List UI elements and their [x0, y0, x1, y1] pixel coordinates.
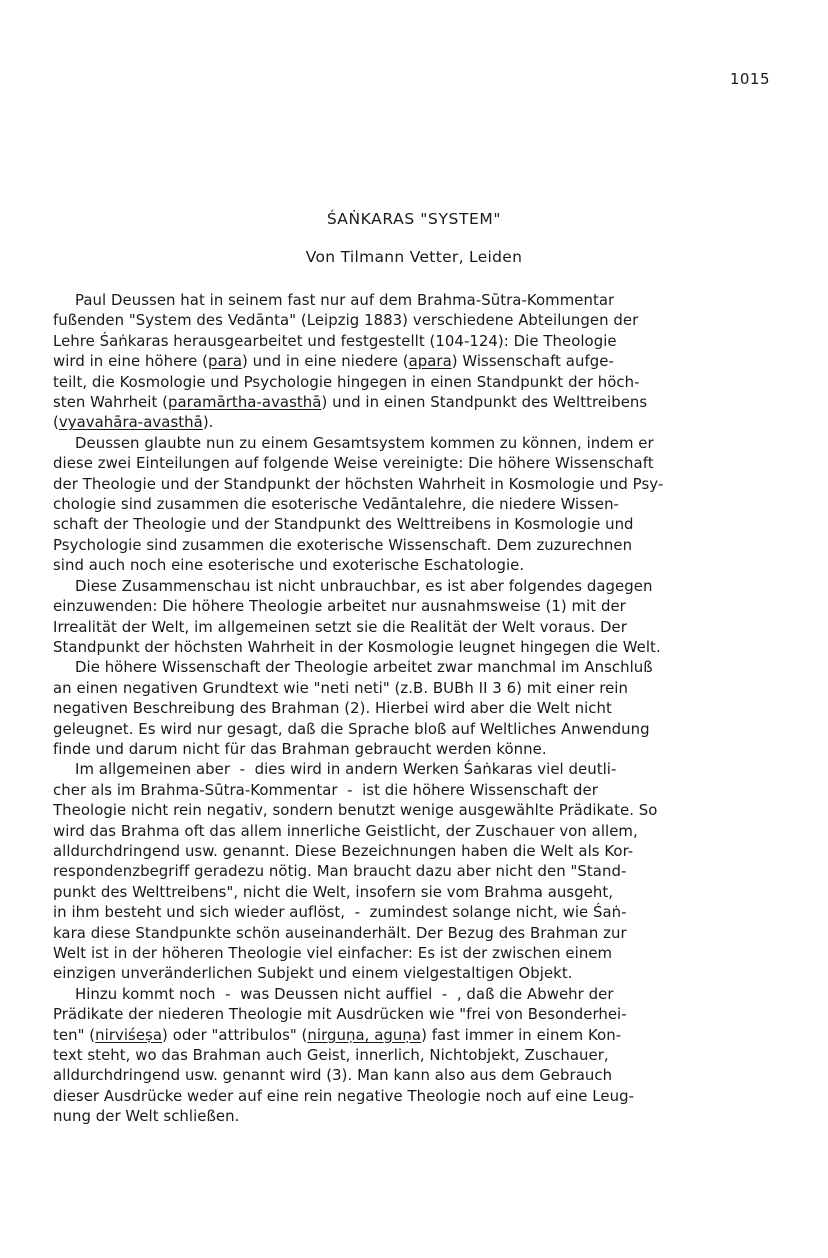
text-segment: in ihm besteht und sich wieder auflöst, - zumindest solange nicht, wie Śaṅ- [53, 903, 627, 922]
text-segment: dieser Ausdrücke weder auf eine rein negative Theologie noch auf eine Leug- [53, 1086, 635, 1105]
text-line [53, 821, 781, 841]
text-line [53, 392, 781, 412]
page-number: 1015 [729, 70, 770, 88]
text-segment: cher als im Brahma-Sūtra-Kommentar - ist die höhere Wissenschaft der [53, 780, 598, 799]
text-line [53, 1025, 781, 1045]
text-segment: Diese Zusammenschau ist nicht unbrauchbar, es ist aber folgendes dagegen [75, 576, 653, 595]
text-segment: chologie sind zusammen die esoterische Vedāntalehre, die niedere Wissen- [53, 495, 619, 514]
text-line [53, 943, 781, 963]
paragraph [53, 984, 781, 1127]
text-segment: an einen negativen Grundtext wie "neti neti" (z.B. BUBh II 3 6) mit einer rein [53, 678, 628, 697]
text-line [53, 555, 781, 575]
underlined-term: nirviśeṣa [95, 1025, 163, 1044]
text-line [53, 474, 781, 494]
text-segment: Welt ist in der höheren Theologie viel einfacher: Es ist der zwischen einem [53, 944, 613, 962]
text-line [53, 372, 781, 392]
text-segment: ) und in eine niedere ( [242, 352, 409, 371]
text-segment: ) fast immer in einem Kon- [421, 1025, 622, 1044]
text-line [53, 617, 781, 637]
paragraph [53, 433, 781, 576]
text-segment: der Theologie und der Standpunkt der höchsten Wahrheit in Kosmologie und Psy- [53, 474, 664, 493]
text-line [53, 290, 781, 310]
text-segment: Die höhere Wissenschaft der Theologie arbeitet zwar manchmal im Anschluß [75, 658, 653, 677]
underlined-term: apara [408, 352, 452, 371]
text-line [53, 861, 781, 881]
text-segment: Standpunkt der höchsten Wahrheit in der Kosmologie leugnet hingegen die Welt. [53, 637, 661, 656]
text-segment: sind auch noch eine esoterische und exoterische Eschatologie. [53, 556, 525, 575]
text-segment: Im allgemeinen aber - dies wird in andern Werken Śaṅkaras viel deutli- [75, 760, 617, 779]
text-line [53, 1045, 781, 1065]
text-segment: sten Wahrheit ( [53, 393, 168, 412]
paragraph [53, 657, 781, 759]
text-line [53, 637, 781, 657]
text-line [53, 923, 781, 943]
underlined-term: vyavahāra-avasthā [58, 413, 203, 432]
text-segment: geleugnet. Es wird nur gesagt, daß die Sprache bloß auf Weltliches Anwendung [53, 719, 650, 738]
underlined-term: nirguṇa, aguṇa [307, 1025, 422, 1044]
text-line [53, 433, 781, 453]
text-segment: respondenzbegriff geradezu nötig. Man braucht dazu aber nicht den "Stand- [53, 862, 627, 881]
text-line [53, 963, 781, 983]
article-body [53, 290, 781, 1127]
text-line [53, 576, 781, 596]
text-segment: alldurchdringend usw. genannt wird (3). Man kann also aus dem Gebrauch [53, 1066, 613, 1085]
text-segment: ten" ( [53, 1025, 96, 1044]
text-segment: einzuwenden: Die höhere Theologie arbeitet nur ausnahmsweise (1) mit der [53, 597, 626, 616]
article-title: ŚAṄKARAS "SYSTEM" [326, 210, 502, 228]
text-segment: teilt, die Kosmologie und Psychologie hingegen in einen Standpunkt der höch- [53, 372, 640, 391]
text-line [53, 331, 781, 351]
text-line [53, 1065, 781, 1085]
paragraph [53, 576, 781, 658]
text-line [53, 780, 781, 800]
text-segment: kara diese Standpunkte schön auseinanderhält. Der Bezug des Brahman zur [53, 923, 627, 942]
text-segment: Paul Deussen hat in seinem fast nur auf dem Brahma-Sūtra-Kommentar [75, 291, 615, 309]
text-segment: nung der Welt schließen. [53, 1107, 240, 1126]
text-segment: punkt des Welttreibens", nicht die Welt, insofern sie vom Brahma ausgeht, [53, 882, 614, 901]
paragraph [53, 759, 781, 983]
text-segment: text steht, wo das Brahman auch Geist, innerlich, Nichtobjekt, Zuschauer, [53, 1046, 609, 1065]
text-segment: fußenden "System des Vedānta" (Leipzig 1883) verschiedene Abteilungen der [53, 311, 639, 330]
text-line [53, 1106, 781, 1126]
text-line [53, 719, 781, 739]
text-segment: wird das Brahma oft das allem innerliche Geistlicht, der Zuschauer von allem, [53, 821, 638, 840]
text-segment: ). [202, 413, 214, 432]
author-line: Von Tilmann Vetter, Leiden [305, 248, 523, 266]
text-segment: wird in eine höhere ( [53, 352, 208, 371]
text-line [53, 494, 781, 514]
text-line [53, 841, 781, 861]
text-line [53, 759, 781, 779]
text-segment: einzigen unveränderlichen Subjekt und einem vielgestaltigen Objekt. [53, 964, 573, 983]
text-line [53, 698, 781, 718]
text-segment: finde und darum nicht für das Brahman gebraucht werden könne. [53, 739, 547, 758]
paragraph [53, 290, 781, 433]
text-line [53, 984, 781, 1004]
underlined-term: para [208, 352, 243, 371]
text-line [53, 678, 781, 698]
text-line [53, 596, 781, 616]
text-segment: Hinzu kommt noch - was Deussen nicht auffiel - , daß die Abwehr der [75, 984, 614, 1003]
text-line [53, 535, 781, 555]
text-segment: Irrealität der Welt, im allgemeinen setzt sie die Realität der Welt voraus. Der [53, 617, 627, 636]
text-segment: alldurchdringend usw. genannt. Diese Bezeichnungen haben die Welt als Kor- [53, 841, 634, 860]
text-segment: ( [53, 413, 59, 432]
text-line [53, 310, 781, 330]
text-line [53, 351, 781, 371]
text-segment: ) oder "attribulos" ( [162, 1025, 308, 1044]
text-line [53, 882, 781, 902]
text-line [53, 453, 781, 473]
text-segment: ) und in einen Standpunkt des Welttreibens [321, 393, 648, 412]
underlined-term: paramārtha-avasthā [168, 393, 322, 412]
text-segment: schaft der Theologie und der Standpunkt des Welttreibens in Kosmologie und [53, 515, 634, 534]
text-line [53, 739, 781, 759]
text-segment: Psychologie sind zusammen die exoterische Wissenschaft. Dem zuzurechnen [53, 535, 633, 554]
text-line [53, 657, 781, 677]
text-segment: Prädikate der niederen Theologie mit Ausdrücken wie "frei von Besonderhei- [53, 1005, 627, 1024]
text-line [53, 412, 781, 432]
text-segment: Theologie nicht rein negativ, sondern benutzt wenige ausgewählte Prädikate. So [53, 801, 658, 820]
text-line [53, 1004, 781, 1024]
text-line [53, 1086, 781, 1106]
text-segment: diese zwei Einteilungen auf folgende Weise vereinigte: Die höhere Wissenschaft [53, 454, 654, 473]
text-segment: negativen Beschreibung des Brahman (2). Hierbei wird aber die Welt nicht [53, 699, 612, 718]
text-line [53, 514, 781, 534]
text-line [53, 800, 781, 820]
text-segment: Lehre Śaṅkaras herausgearbeitet und festgestellt (104-124): Die Theologie [53, 331, 617, 350]
text-segment: ) Wissenschaft aufge- [451, 352, 614, 371]
text-segment: Deussen glaubte nun zu einem Gesamtsystem kommen zu können, indem er [75, 433, 654, 452]
text-line [53, 902, 781, 922]
